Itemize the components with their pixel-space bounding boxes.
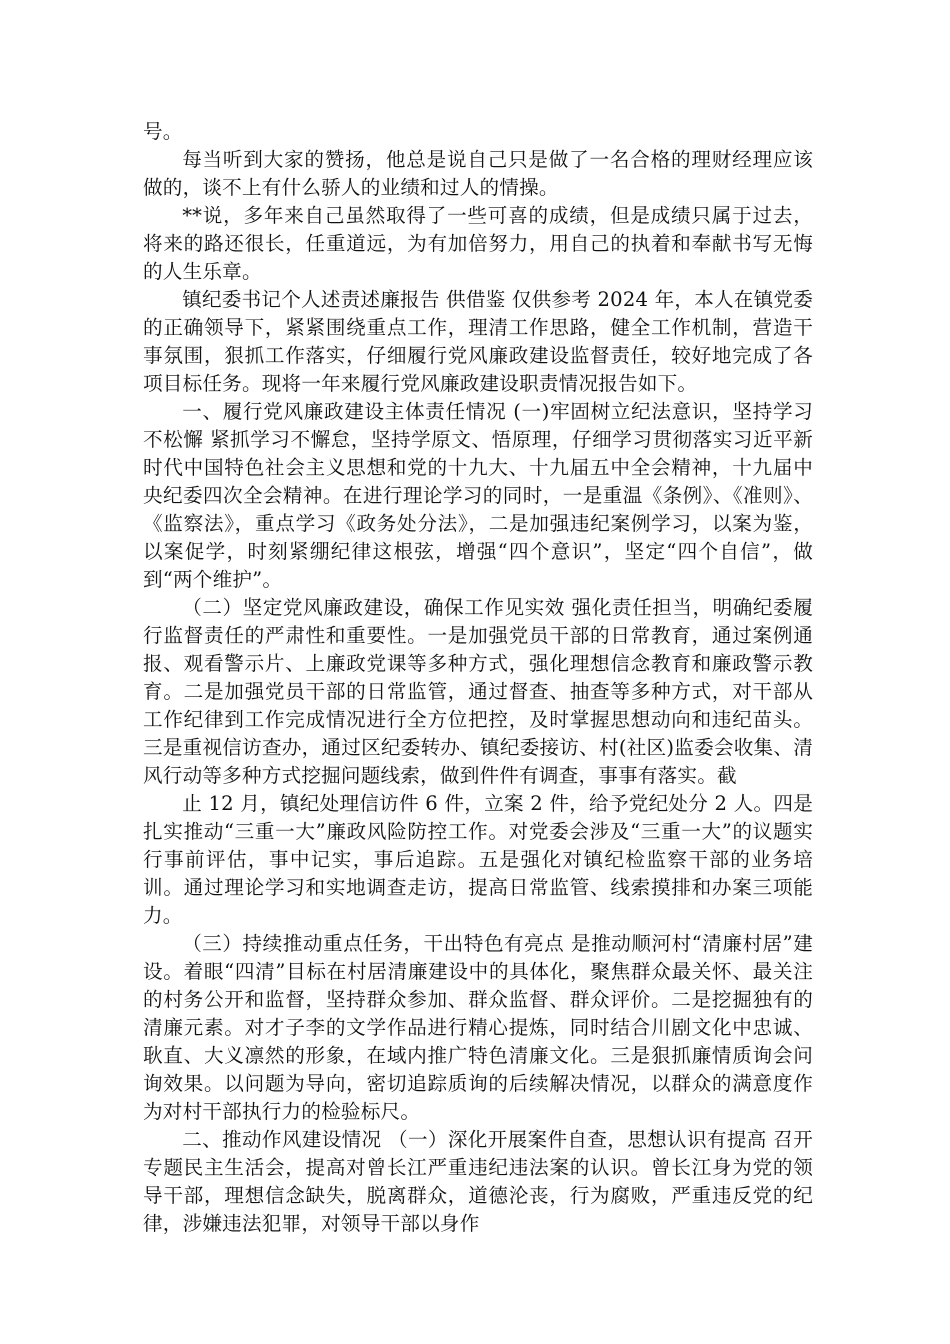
- paragraph-4: 镇纪委书记个人述责述廉报告 供借鉴 仅供参考 2024 年，本人在镇党委的正确领导下，紧紧围绕重点工作，理清工作思路，健全工作机制，营造干事氛围，狠抓工作落实，仔细履行党风廉政建设监督责任，较好地完成了各项目标任务。现将一年来履行党风廉政建设职责情况报告如下。: [143, 288, 813, 395]
- paragraph-9: 二、推动作风建设情况 （一）深化开展案件自查，思想认识有提高 召开专题民主生活会，提高对曾长江严重违纪违法案的认识。曾长江身为党的领导干部，理想信念缺失，脱离群众，道德沦丧，行为腐败，严重违反党的纪律，涉嫌违法犯罪，对领导干部以身作: [143, 1128, 813, 1235]
- document-body: [143, 118, 813, 1238]
- paragraph-8: （三）持续推动重点任务，干出特色有亮点 是推动顺河村“清廉村居”建设。着眼“四清”目标在村居清廉建设中的具体化，聚焦群众最关怀、最关注的村务公开和监督，坚持群众参加、群众监督、群众评价。二是挖掘独有的清廉元素。对才子李的文学作品进行精心提炼，同时结合川剧文化中忠诚、耿直、大义凛然的形象，在域内推广特色清廉文化。三是狠抓廉情质询会问询效果。以问题为导向，密切追踪质询的后续解决情况，以群众的满意度作为对村干部执行力的检验标尺。: [143, 932, 813, 1123]
- paragraph-6: （二）坚定党风廉政建设，确保工作见实效 强化责任担当，明确纪委履行监督责任的严肃性和重要性。一是加强党员干部的日常教育，通过案例通报、观看警示片、上廉政党课等多种方式，强化理想信念教育和廉政警示教育。二是加强党员干部的日常监管，通过督查、抽查等多种方式，对干部从工作纪律到工作完成情况进行全方位把控，及时掌握思想动向和违纪苗头。三是重视信访查办，通过区纪委转办、镇纪委接访、村(社区)监委会收集、清风行动等多种方式挖掘问题线索，做到件件有调查，事事有落实。截: [143, 596, 813, 787]
- paragraph-1: 号。: [143, 120, 183, 143]
- paragraph-5: 一、履行党风廉政建设主体责任情况 (一)牢固树立纪法意识，坚持学习不松懈 紧抓学习不懈怠，坚持学原文、悟原理，仔细学习贯彻落实习近平新时代中国特色社会主义思想和党的十九大、十九届五中全会精神，十九届中央纪委四次全会精神。在进行理论学习的同时，一是重温《条例》、《准则》、《监察法》，重点学习《政务处分法》，二是加强违纪案例学习，以案为鉴，以案促学，时刻紧绷纪律这根弦，增强“四个意识”，坚定“四个自信”，做到“两个维护”。: [143, 400, 813, 591]
- paragraph-3: **说，多年来自己虽然取得了一些可喜的成绩，但是成绩只属于过去，将来的路还很长，任重道远，为有加倍努力，用自己的执着和奉献书写无悔的人生乐章。: [143, 204, 813, 283]
- paragraph-7: 止 12 月，镇纪处理信访件 6 件，立案 2 件，给予党纪处分 2 人。四是扎实推动“三重一大”廉政风险防控工作。对党委会涉及“三重一大”的议题实行事前评估，事中记实，事后追踪。五是强化对镇纪检监察干部的业务培训。通过理论学习和实地调查走访，提高日常监管、线索摸排和办案三项能力。: [143, 792, 813, 927]
- paragraph-2: 每当听到大家的赞扬，他总是说自己只是做了一名合格的理财经理应该做的，谈不上有什么骄人的业绩和过人的情操。: [143, 148, 813, 199]
